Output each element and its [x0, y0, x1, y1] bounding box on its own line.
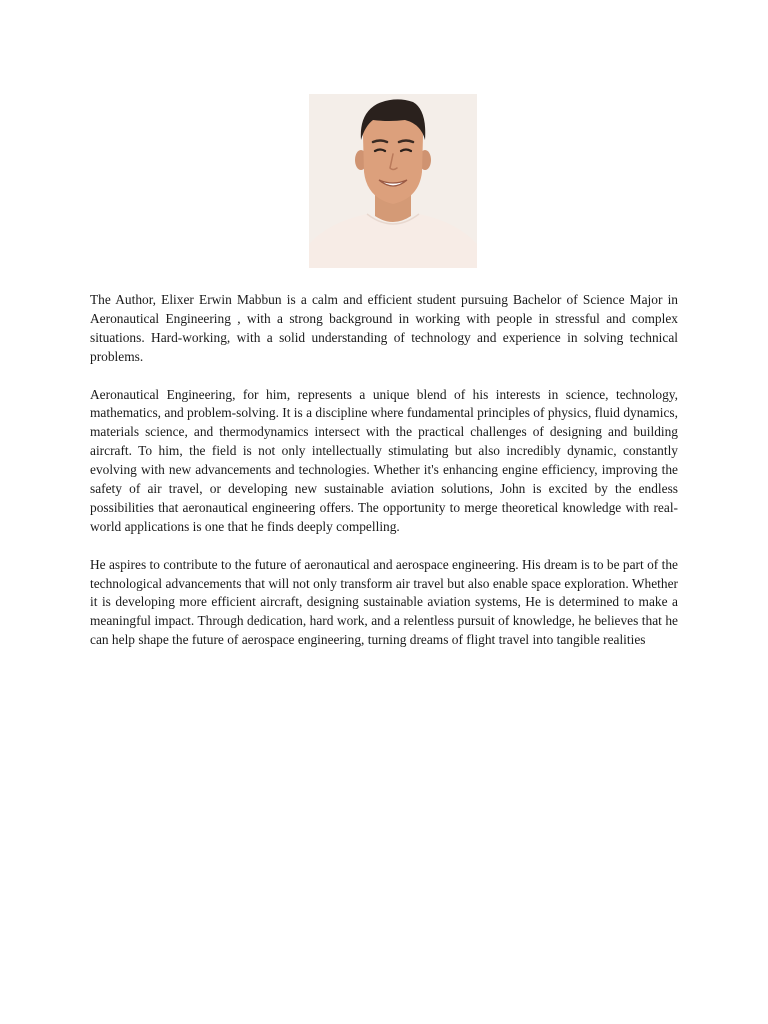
author-photo: [309, 94, 477, 268]
bio-paragraph-intro: The Author, Elixer Erwin Mabbun is a calm and efficient student pursuing Bachelor of Science Major in Aeronautical Engineering , with a strong background in working with people in stressful and complex situations. Hard-working, with a solid understanding of technology and experience in solving technical problems.: [90, 292, 678, 364]
bio-paragraph-field: Aeronautical Engineering, for him, represents a unique blend of his interests in science, technology, mathematics, and problem-solving. It is a discipline where fundamental principles of physics, fluid dynamics, materials science, and thermodynamics intersect with the practical challenges of designing and building aircraft. To him, the field is not only intellectually stimulating but also incredibly dynamic, constantly evolving with new advancements and technologies. Whether it's enhancing engine efficiency, improving the safety of air travel, or developing new sustainable aviation solutions, John is excited by the endless possibilities that aeronautical engineering offers. The opportunity to merge theoretical knowledge with real-world applications is one that he finds deeply compelling.: [90, 386, 678, 534]
portrait-photo-icon: [309, 94, 477, 268]
author-biography: [90, 291, 678, 669]
bio-paragraph-aspiration: He aspires to contribute to the future of aeronautical and aerospace engineering. His dream is to be part of the technological advancements that will not only transform air travel but also enable space exploration. Whether it is developing more efficient aircraft, designing sustainable aviation systems, He is determined to make a meaningful impact. Through dedication, hard work, and a relentless pursuit of knowledge, he believes that he can help shape the future of aerospace engineering, turning dreams of flight travel into tangible realities: [90, 556, 678, 648]
